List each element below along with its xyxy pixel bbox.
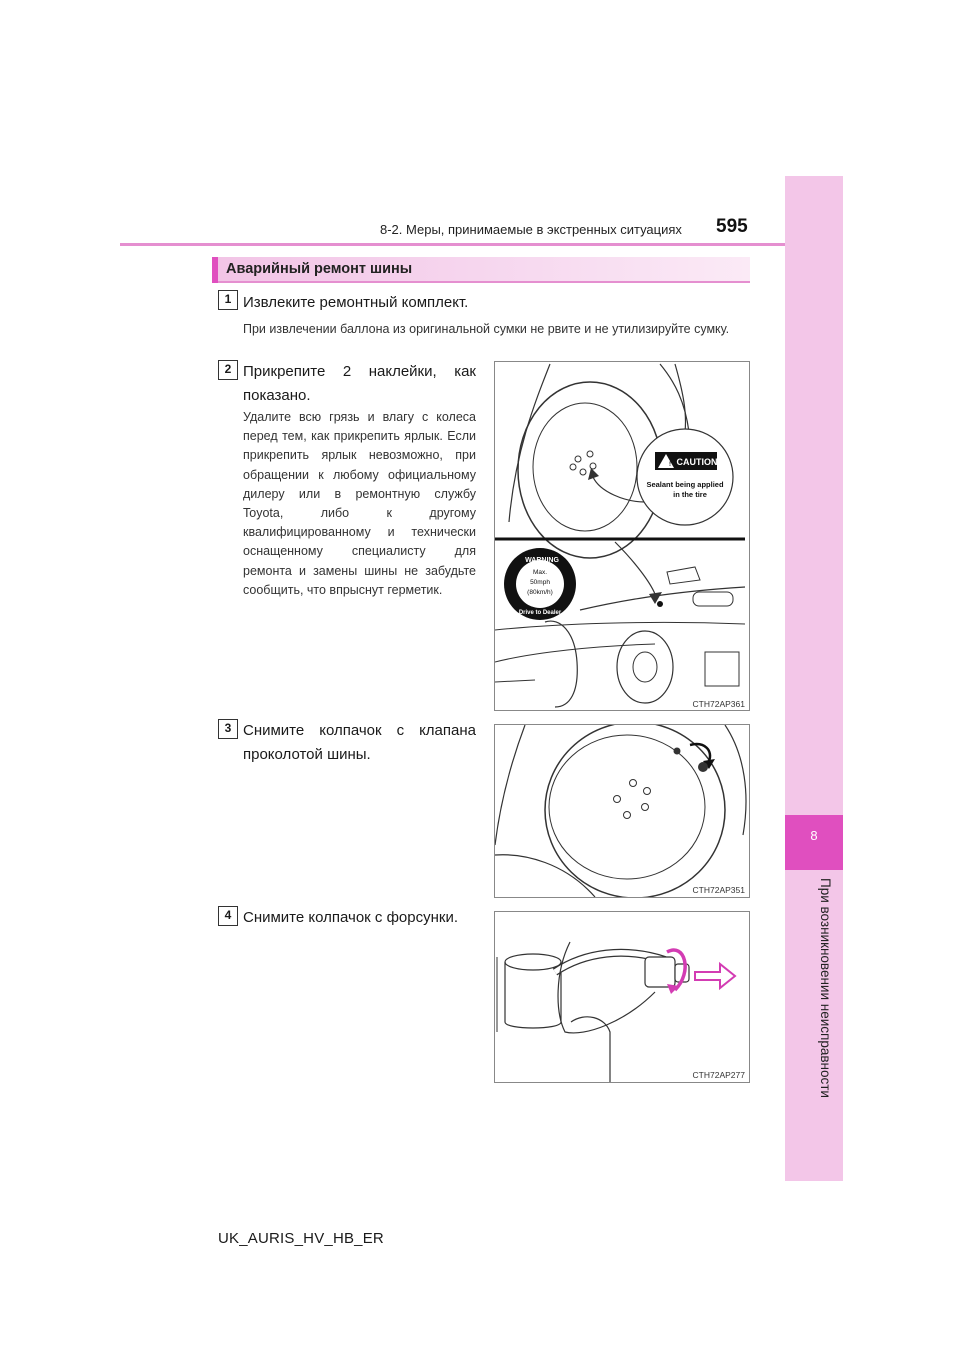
caution-heading: CAUTION xyxy=(676,457,718,467)
step-1-instruction: Извлеките ремонтный комплект. xyxy=(243,294,469,311)
step-4-instruction: Снимите колпачок с форсунки. xyxy=(243,909,459,926)
step-3-instruction: Снимите колпачок с клапана проколотой шины. xyxy=(243,722,476,763)
figure-sticker-placement xyxy=(494,361,750,711)
svg-text:!: ! xyxy=(669,462,671,468)
chapter-number: 8 xyxy=(810,828,818,843)
nozzle-cap-illustration xyxy=(495,912,750,1083)
section-title: Аварийный ремонт шины xyxy=(226,261,413,277)
section-heading-marker xyxy=(212,257,218,283)
figure-valve-cap xyxy=(494,724,750,898)
caution-line-2: in the tire xyxy=(673,490,707,499)
warning-line-1: Max. xyxy=(532,569,548,576)
figure-nozzle-cap xyxy=(494,911,750,1083)
warning-footer: Drive to Dealer xyxy=(518,610,562,616)
step-2-instruction: Прикрепите 2 наклейки, как показано. xyxy=(243,363,476,404)
step-number-3: 3 xyxy=(218,719,238,739)
model-code-footer: UK_AURIS_HV_HB_ER xyxy=(218,1230,384,1247)
figure-3-code: CTH72AP351 xyxy=(692,885,745,895)
step-2-note: Удалите всю грязь и влагу с колеса перед тем, как прикрепить ярлык. Если прикрепить ярлык невозможно, при обращении к любому официальному дилеру или в ремонтную службу Toyota, либо к другому квалифицированному и технически оснащенному специалисту для ремонта и замены шины не забудьте сообщить, что впрыснут герметик. xyxy=(243,410,476,597)
page-number: 595 xyxy=(716,216,748,237)
valve-cap-illustration xyxy=(495,725,750,898)
step-number-2: 2 xyxy=(218,360,238,380)
step-1-note: При извлечении баллона из оригинальной сумки не рвите и не утилизируйте сумку. xyxy=(243,322,730,336)
chapter-title: При возникновении неисправности xyxy=(818,878,833,1098)
warning-heading: WARNING xyxy=(525,557,559,564)
warning-line-2: 50mph xyxy=(530,579,550,586)
step-number-4: 4 xyxy=(218,906,238,926)
running-header-section: 8-2. Меры, принимаемые в экстренных ситуациях xyxy=(380,222,682,237)
figure-2-code: CTH72AP361 xyxy=(692,699,745,709)
warning-line-3: (80km/h) xyxy=(527,589,553,596)
sticker-placement-illustration xyxy=(495,362,750,711)
step-number-1: 1 xyxy=(218,290,238,310)
header-rule xyxy=(120,243,843,246)
chapter-side-tab xyxy=(785,176,843,1181)
caution-line-1: Sealant being applied xyxy=(646,480,724,489)
figure-4-code: CTH72AP277 xyxy=(692,1070,745,1080)
